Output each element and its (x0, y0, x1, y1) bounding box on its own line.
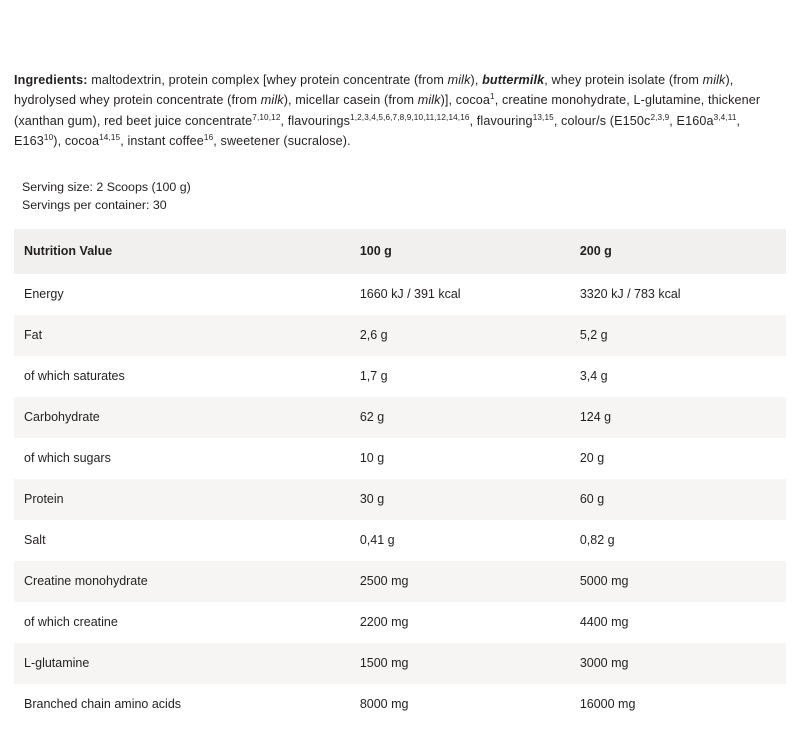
ingredient-text-run: ), (470, 73, 483, 87)
serving-info (22, 178, 786, 215)
value-200g: 20 g (579, 450, 605, 465)
table-row (14, 520, 786, 561)
allergen-italic: milk (702, 73, 726, 87)
value-200g: 5,2 g (579, 327, 608, 342)
allergen-italic: milk (260, 93, 284, 108)
table-row (14, 438, 786, 479)
value-200g: 3,4 g (579, 368, 608, 383)
nutrition-table-body (14, 274, 786, 725)
servings-per-container: Servings per container: 30 (22, 198, 167, 213)
ingredient-text-run: , colour/s (E150c (553, 113, 651, 128)
ingredient-footnote-ref: 13,15 (532, 112, 554, 122)
value-200g: 124 g (579, 409, 612, 424)
ingredients-label: Ingredients: (14, 73, 88, 87)
ingredient-footnote-ref: 2,3,9 (650, 112, 670, 122)
ingredient-text-run: , flavourings (280, 113, 351, 128)
value-100g: 2500 mg (359, 573, 409, 588)
ingredient-text-run: , E160a (669, 113, 714, 128)
value-200g: 16000 mg (579, 696, 636, 711)
ingredient-footnote-ref: 7,10,12 (252, 112, 281, 122)
nutrient-name: of which creatine (24, 614, 118, 629)
ingredient-text-run: , E163 (14, 113, 741, 149)
table-row (14, 274, 786, 315)
ingredient-footnote-ref: 3,4,11 (713, 112, 737, 122)
allergen-bold-italic: buttermilk (482, 73, 545, 87)
value-100g: 0,41 g (359, 532, 395, 547)
value-200g: 60 g (579, 491, 605, 506)
nutrient-name: Fat (24, 327, 43, 342)
value-200g: 3320 kJ / 783 kcal (579, 286, 681, 301)
ingredient-text-run: ), hydrolysed whey protein concentrate (from (14, 73, 734, 108)
value-100g: 1,7 g (359, 368, 388, 383)
ingredients-text (14, 73, 760, 148)
column-header-100g: 100 g (359, 243, 392, 258)
serving-size: Serving size: 2 Scoops (100 g) (22, 179, 191, 194)
value-100g: 1660 kJ / 391 kcal (359, 286, 461, 301)
table-row (14, 479, 786, 520)
table-row (14, 684, 786, 725)
value-200g: 4400 mg (579, 614, 629, 629)
table-row (14, 315, 786, 356)
table-row (14, 356, 786, 397)
table-row (14, 561, 786, 602)
table-row (14, 397, 786, 438)
nutrient-name: of which sugars (24, 450, 111, 465)
ingredient-footnote-ref: 10 (43, 132, 54, 142)
nutrient-name: L-glutamine (24, 655, 90, 670)
allergen-italic: milk (417, 93, 441, 108)
ingredient-text-run: ), cocoa (53, 134, 100, 149)
value-200g: 3000 mg (579, 655, 629, 670)
value-100g: 2200 mg (359, 614, 409, 629)
nutrient-name: Protein (24, 491, 64, 506)
value-200g: 5000 mg (579, 573, 629, 588)
ingredient-footnote-ref: 1 (490, 92, 495, 102)
table-row (14, 602, 786, 643)
nutrition-table (14, 229, 786, 725)
column-header-200g: 200 g (579, 243, 612, 258)
value-100g: 1500 mg (359, 655, 409, 670)
nutrient-name: Energy (24, 286, 64, 301)
value-100g: 62 g (359, 409, 385, 424)
nutrient-name: Salt (24, 532, 46, 547)
table-header-row (14, 229, 786, 274)
ingredient-text-run: )], cocoa (440, 93, 491, 108)
ingredient-text-run: , flavouring (469, 113, 533, 128)
ingredient-footnote-ref: 1,2,3,4,5,6,7,8,9,10,11,12,14,16 (350, 112, 470, 122)
value-100g: 30 g (359, 491, 385, 506)
table-row (14, 643, 786, 684)
ingredient-text-run: , whey protein isolate (from (544, 73, 703, 87)
ingredient-text-run: , instant coffee (120, 134, 204, 149)
value-100g: 8000 mg (359, 696, 409, 711)
nutrient-name: of which saturates (24, 368, 125, 383)
ingredient-text-run: , creatine monohydrate, L-glutamine, thickener (xanthan gum), red beet juice concentrate (14, 93, 761, 128)
ingredient-footnote-ref: 16 (203, 132, 214, 142)
nutrient-name: Creatine monohydrate (24, 573, 148, 588)
value-200g: 0,82 g (579, 532, 615, 547)
ingredient-text-run: ), micellar casein (from (283, 93, 418, 108)
ingredient-footnote-ref: 14,15 (99, 132, 121, 142)
column-header-nutrition-value: Nutrition Value (24, 243, 113, 258)
ingredients-paragraph (14, 70, 786, 152)
nutrient-name: Branched chain amino acids (24, 696, 182, 711)
value-100g: 10 g (359, 450, 385, 465)
ingredient-text-run: , sweetener (sucralose). (213, 134, 351, 149)
nutrition-table-head (14, 229, 786, 274)
value-100g: 2,6 g (359, 327, 388, 342)
nutrient-name: Carbohydrate (24, 409, 100, 424)
allergen-italic: milk (447, 73, 471, 87)
ingredient-text-run: maltodextrin, protein complex [whey protein concentrate (from (91, 73, 448, 87)
